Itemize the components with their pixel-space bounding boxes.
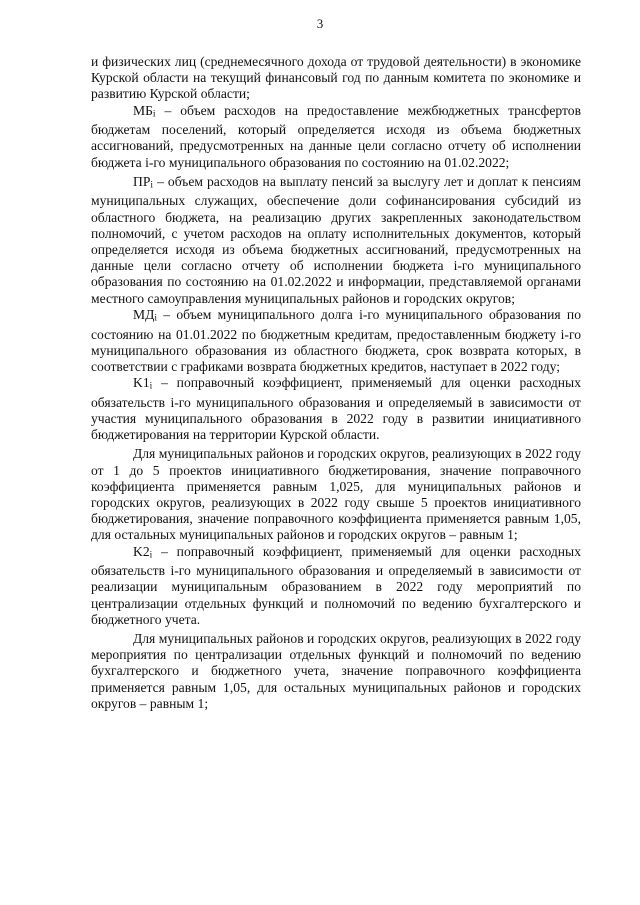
- paragraph-text: – объем расходов на выплату пенсий за выслугу лет и доплат к пенсиям муниципальных служащих, обеспечение доли софинансирования субсидий из областного бюджета, на реализацию других закрепленных законодательством полномочий, с учетом расходов на оплату исполнительных документов, который определяется исходя из объема бюджетных ассигнований, предусмотренных на данные цели согласно отчету об исполнении бюджета i-го муниципального образования по состоянию на 01.02.2022 и информации, представляемой органами местного самоуправления муниципальных районов и городских округов;: [91, 173, 581, 306]
- term-subscript: i: [149, 381, 153, 392]
- term-symbol: МБ: [133, 102, 153, 118]
- term-subscript: i: [149, 550, 153, 560]
- paragraph-continuation: [91, 54, 581, 103]
- paragraph-k1: [91, 375, 581, 443]
- paragraph-text: Для муниципальных районов и городских округов, реализующих в 2022 году от 1 до 5 проектов инициативного бюджетирования, значение поправочного коэффициента применяется равным 1,025, для муниципальных районов и городских округов, реализующих в 2022 году свыше 5 проектов инициативного бюджетирования, значение поправочного коэффициента применяется равным 1,05, для остальных муниципальных районов и городских округов – равным 1;: [91, 446, 581, 543]
- paragraph-text: – поправочный коэффициент, применяемый для оценки расходных обязательств i-го муниципального образования и определяемый в зависимости от реализации муниципальным образованием в 2022 году мероприятий по централизации отдельных функций и полномочий по ведению бухгалтерского и бюджетного учета.: [91, 543, 581, 627]
- term-symbol: K2: [133, 543, 150, 559]
- paragraph-text: – объем расходов на предоставление межбюджетных трансфертов бюджетам поселений, который определяется исходя из объема бюджетных ассигнований, предусмотренных на данные цели согласно отчету об исполнении бюджета i-го муниципального образования по состоянию на 01.02.2022;: [91, 102, 581, 170]
- paragraph-pr: [91, 174, 581, 307]
- paragraph-text: и физических лиц (среднемесячного дохода от трудовой деятельности) в экономике Курской области на текущий финансовый год по данным комитета по экономике и развитию Курской области;: [91, 54, 581, 102]
- paragraph-k2-values: [91, 631, 581, 712]
- paragraph-text: – объем муниципального долга i-го муниципального образования по состоянию на 01.01.2022 по бюджетным кредитам, предоставленным бюджету i-го муниципального образования из областного бюджета, срок возврата которых, в соответствии с графиками возврата бюджетных кредитов, наступает в 2022 году;: [91, 306, 581, 374]
- paragraph-text: – поправочный коэффициент, применяемый для оценки расходных обязательств i-го муниципального образования и определяемый в зависимости от участия муниципального образования в 2022 году в развитии инициативного бюджетирования на территории Курской области.: [91, 375, 581, 443]
- term-symbol: МД: [133, 306, 155, 322]
- document-body: [91, 54, 581, 712]
- paragraph-k1-values: [91, 446, 581, 543]
- paragraph-text: Для муниципальных районов и городских округов, реализующих в 2022 году мероприятия по централизации отдельных функций и полномочий по ведению бухгалтерского и бюджетного учета, значение поправочного коэффициента применяется равным 1,05, для остальных муниципальных районов и городских округов – равным 1;: [91, 631, 581, 711]
- term-symbol: ПР: [133, 173, 151, 189]
- term-subscript: i: [152, 109, 156, 120]
- term-symbol: K1: [133, 375, 150, 391]
- paragraph-k2: [91, 544, 581, 628]
- page-number: 3: [316, 16, 324, 31]
- term-subscript: i: [154, 313, 158, 324]
- paragraph-mb: [91, 103, 581, 171]
- paragraph-md: [91, 307, 581, 375]
- term-subscript: i: [150, 180, 154, 191]
